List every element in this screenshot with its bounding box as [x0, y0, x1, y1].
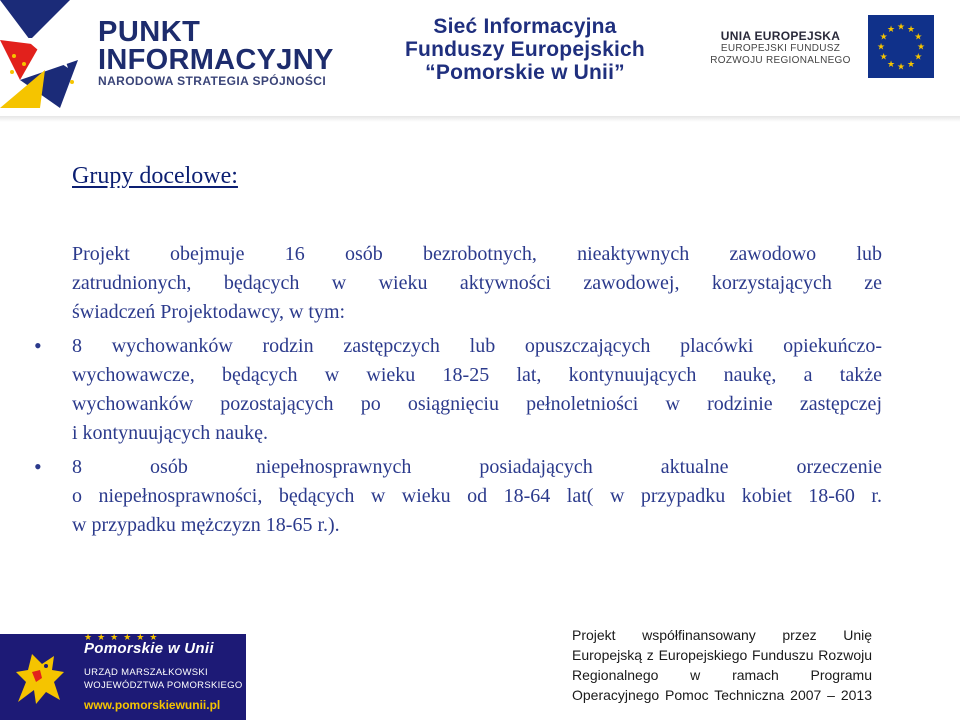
siec-line3: “Pomorskie w Unii”: [425, 61, 625, 84]
header-divider: [0, 116, 960, 122]
eu-star-icon: ★: [879, 51, 888, 62]
urzad-line1: URZĄD MARSZAŁKOWSKI: [84, 667, 208, 678]
bullet-marker: •: [34, 454, 42, 479]
bullet-line: 8 wychowanków rodzin zastępczych lub opuszczających placówki opiekuńczo-: [72, 335, 882, 357]
punkt-informacyjny-logo: [0, 0, 334, 108]
siec-line1: Sieć Informacyjna: [433, 15, 617, 38]
eu-star-icon: ★: [886, 58, 896, 69]
eu-star-icon: ★: [914, 31, 923, 42]
intro-paragraph: [72, 240, 882, 327]
intro-line: świadczeń Projektodawcy, w tym:: [72, 301, 346, 323]
cofinancing-line: Operacyjnego Pomoc Techniczna 2007 – 2013: [572, 687, 872, 703]
logo-text-strategia: NARODOWA STRATEGIA SPÓJNOŚCI: [98, 74, 327, 88]
intro-line: Projekt obejmuje 16 osób bezrobotnych, nieaktywnych zawodowo lub: [72, 243, 882, 265]
eu-star-icon: ★: [896, 21, 906, 32]
page-title: Grupy docelowe:: [72, 163, 238, 189]
urzad-line2: WOJEWÓDZTWA POMORSKIEGO: [84, 680, 243, 691]
eu-line1: UNIA EUROPEJSKA: [720, 29, 841, 43]
bullet-line: w przypadku mężczyzn 18-65 r.).: [72, 514, 340, 536]
eu-star-icon: ★: [916, 41, 926, 52]
bullet-line: wychowawcze, będących w wieku 18-25 lat, kontynuujących naukę, a także: [72, 364, 882, 386]
siec-line2: Funduszy Europejskich: [405, 38, 645, 61]
eu-star-icon: ★: [879, 31, 888, 42]
cofinancing-line: Europejską z Europejskiego Funduszu Rozwoju: [572, 647, 872, 663]
eu-star-icon: ★: [906, 58, 916, 69]
eu-star-icon: ★: [886, 24, 896, 35]
logo-text-punkt: PUNKT: [98, 16, 201, 48]
cofinancing-line: Regionalnego w ramach Programu: [572, 667, 872, 683]
cofinancing-line: Projekt współfinansowany przez Unię: [572, 627, 872, 643]
bullet-line: wychowanków pozostających po osiągnięciu pełnoletniości w rodzinie zastępczej: [72, 393, 882, 415]
stars-decoration: ★★★★★★: [84, 632, 163, 642]
griffin-icon: [6, 642, 76, 712]
eu-star-icon: ★: [876, 41, 886, 52]
bullet-line: i kontynuujących naukę.: [72, 422, 269, 444]
eu-star-icon: ★: [896, 61, 906, 72]
eu-star-icon: ★: [906, 24, 916, 35]
header-banner: [0, 0, 960, 120]
intro-line: zatrudnionych, będących w wieku aktywności zawodowej, korzystających ze: [72, 272, 882, 294]
eu-star-icon: ★: [914, 51, 923, 62]
pomorskie-url-link[interactable]: www.pomorskiewunii.pl: [84, 698, 221, 712]
siec-informacyjna-logo: [390, 15, 660, 84]
star-graphic-icon: [0, 0, 96, 108]
bullet-item: [72, 453, 882, 540]
bullet-marker: •: [34, 333, 42, 358]
eu-flag-icon: [868, 15, 934, 78]
eu-fund-text: [698, 30, 863, 67]
pomorskie-w-unii-logo: [0, 634, 246, 720]
bullet-line: o niepełnosprawności, będących w wieku od 18-64 lat( w przypadku kobiet 18-60 r.: [72, 485, 882, 507]
cofinancing-note: [572, 625, 872, 705]
pomorskie-title: Pomorskie w Unii: [84, 640, 214, 657]
bullet-line: 8 osób niepełnosprawnych posiadających aktualne orzeczenie: [72, 456, 882, 478]
eu-line3: ROZWOJU REGIONALNEGO: [710, 55, 851, 66]
logo-text-informacyjny: INFORMACYJNY: [98, 44, 334, 76]
eu-line2: EUROPEJSKI FUNDUSZ: [720, 43, 841, 54]
bullet-item: [72, 332, 882, 448]
